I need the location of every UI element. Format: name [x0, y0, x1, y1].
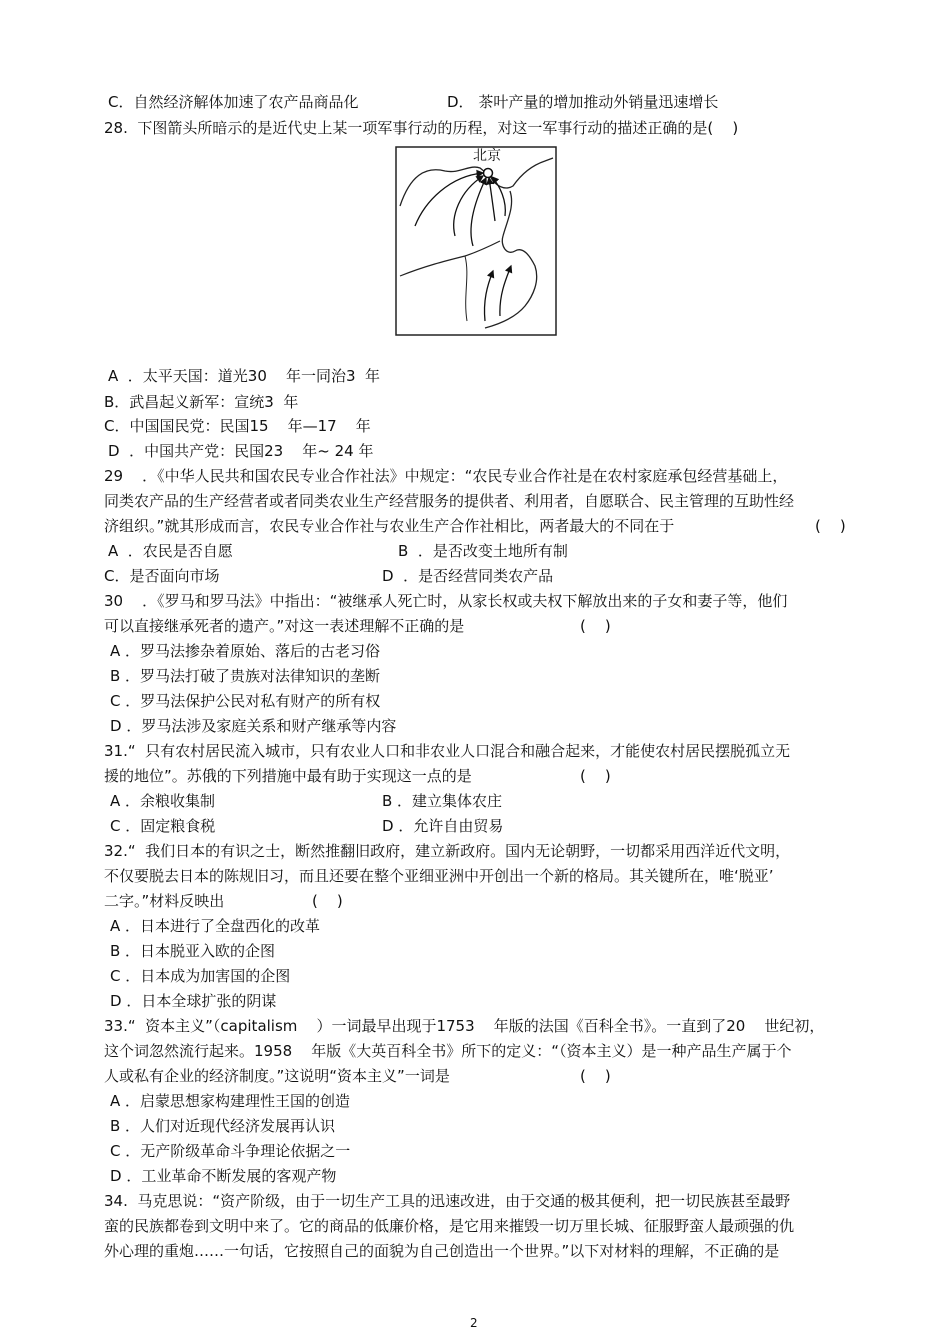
q32-option-b: B ．日本脱亚入欧的企图: [110, 942, 276, 960]
q30-option-c: C ．罗马法保护公民对私有财产的所有权: [110, 692, 381, 710]
q31-option-a: A ．余粮收集制: [110, 792, 216, 810]
q29-option-d: D ．是否经营同类农产品: [382, 567, 554, 585]
q31-option-b: B ．建立集体农庄: [382, 792, 503, 810]
q33-option-c: C ．无产阶级革命斗争理论依据之一: [110, 1142, 351, 1160]
q31-option-c: C ．固定粮食税: [110, 817, 216, 835]
q28-stem: 28. 下图箭头所暗示的是近代史上某一项军事行动的历程，对这一军事行动的描述正确的是( ): [104, 119, 739, 137]
q32-option-a: A ．日本进行了全盘西化的改革: [110, 917, 321, 935]
q30-answer-paren: ( ): [580, 617, 611, 635]
q33-option-d: D ．工业革命不断发展的客观产物: [110, 1167, 337, 1185]
q33-option-a: A ．启蒙思想家构建理性王国的创造: [110, 1092, 351, 1110]
q31-answer-paren: ( ): [580, 767, 611, 785]
page-number: 2: [470, 1316, 478, 1330]
q28-option-d: D ．中国共产党：民国23 年~ 24 年: [108, 442, 374, 460]
q34-line-3: 外心理的重炮……一句话，它按照自己的面貌为自己创造出一个世界。”以下对材料的理解，不正确的是: [104, 1242, 780, 1260]
map-label-beijing: 北京: [473, 148, 501, 164]
q30-line-1: 30 ．《罗马和罗马法》中指出：“被继承人死亡时，从家长权或夫权下解放出来的子女和妻子等，他们: [104, 592, 788, 610]
q33-answer-paren: ( ): [580, 1067, 611, 1085]
q29-option-a: A ．农民是否自愿: [108, 542, 233, 560]
q32-option-d: D ．日本全球扩张的阴谋: [110, 992, 277, 1010]
q29-option-c: C．是否面向市场: [104, 567, 220, 585]
q31-option-d: D ．允许自由贸易: [382, 817, 504, 835]
q33-line-2: 这个词忽然流行起来。1958 年版《大英百科全书》所下的定义：“（资本主义）是一种产品生产属于个: [104, 1042, 792, 1060]
q33-line-1: 33.“ 资本主义”（capitalism ）一词最早出现于1753 年版的法国《百科全书》。一直到了20 世纪初，: [104, 1017, 825, 1035]
q29-line-2: 同类农产品的生产经营者或者同类农业生产经营服务的提供者、利用者，自愿联合、民主管理的互助性经: [104, 492, 795, 510]
q30-option-b: B ．罗马法打破了贵族对法律知识的垄断: [110, 667, 381, 685]
q31-line-1: 31.“ 只有农村居民流入城市，只有农业人口和非农业人口混合和融合起来，才能使农村居民摆脱孤立无: [104, 742, 791, 760]
q29-option-b: B ．是否改变土地所有制: [398, 542, 568, 560]
q28-map-figure: [395, 146, 557, 336]
q34-line-1: 34. 马克思说：“资产阶级，由于一切生产工具的迅速改进，由于交通的极其便利，把一切民族甚至最野: [104, 1192, 791, 1210]
q32-line-1: 32.“ 我们日本的有识之士，断然推翻旧政府，建立新政府。国内无论朝野，一切都采用西洋近代文明，: [104, 842, 791, 860]
q32-option-c: C ．日本成为加害国的企图: [110, 967, 291, 985]
military-route-map: [395, 146, 557, 336]
q32-line-3: 二字。”材料反映出: [104, 892, 225, 910]
q27-option-c: C．自然经济解体加速了农产品商品化: [108, 93, 359, 111]
q28-option-b: B．武昌起义新军：宣统3 年: [104, 393, 299, 411]
q33-option-b: B ．人们对近现代经济发展再认识: [110, 1117, 336, 1135]
q30-option-a: A ．罗马法掺杂着原始、落后的古老习俗: [110, 642, 381, 660]
q29-line-1: 29 ．《中华人民共和国农民专业合作社法》中规定：“农民专业合作社是在农村家庭承包经营基础上，: [104, 467, 788, 485]
q34-line-2: 蛮的民族都卷到文明中来了。它的商品的低廉价格，是它用来摧毁一切万里长城、征服野蛮人最顽强的仇: [104, 1217, 795, 1235]
q33-line-3: 人或私有企业的经济制度。”这说明“资本主义”一词是: [104, 1067, 450, 1085]
q31-line-2: 援的地位”。苏俄的下列措施中最有助于实现这一点的是: [104, 767, 472, 785]
q32-answer-paren: ( ): [312, 892, 343, 910]
q28-option-c: C．中国国民党：民国15 年—17 年: [104, 417, 371, 435]
q29-answer-paren: ( ): [815, 517, 846, 535]
beijing-marker-icon: [484, 169, 493, 178]
q27-option-d: D． 茶叶产量的增加推动外销量迅速增长: [447, 93, 719, 111]
q32-line-2: 不仅要脱去日本的陈规旧习，而且还要在整个亚细亚洲中开创出一个新的格局。其关键所在，唯‘脱亚’: [104, 867, 774, 885]
q28-option-a: A ．太平天国：道光30 年一同治3 年: [108, 367, 381, 385]
q30-line-2: 可以直接继承死者的遗产。”对这一表述理解不正确的是: [104, 617, 465, 635]
q30-option-d: D ．罗马法涉及家庭关系和财产继承等内容: [110, 717, 397, 735]
q29-line-3: 济组织。”就其形成而言，农民专业合作社与农业生产合作社相比，两者最大的不同在于: [104, 517, 675, 535]
